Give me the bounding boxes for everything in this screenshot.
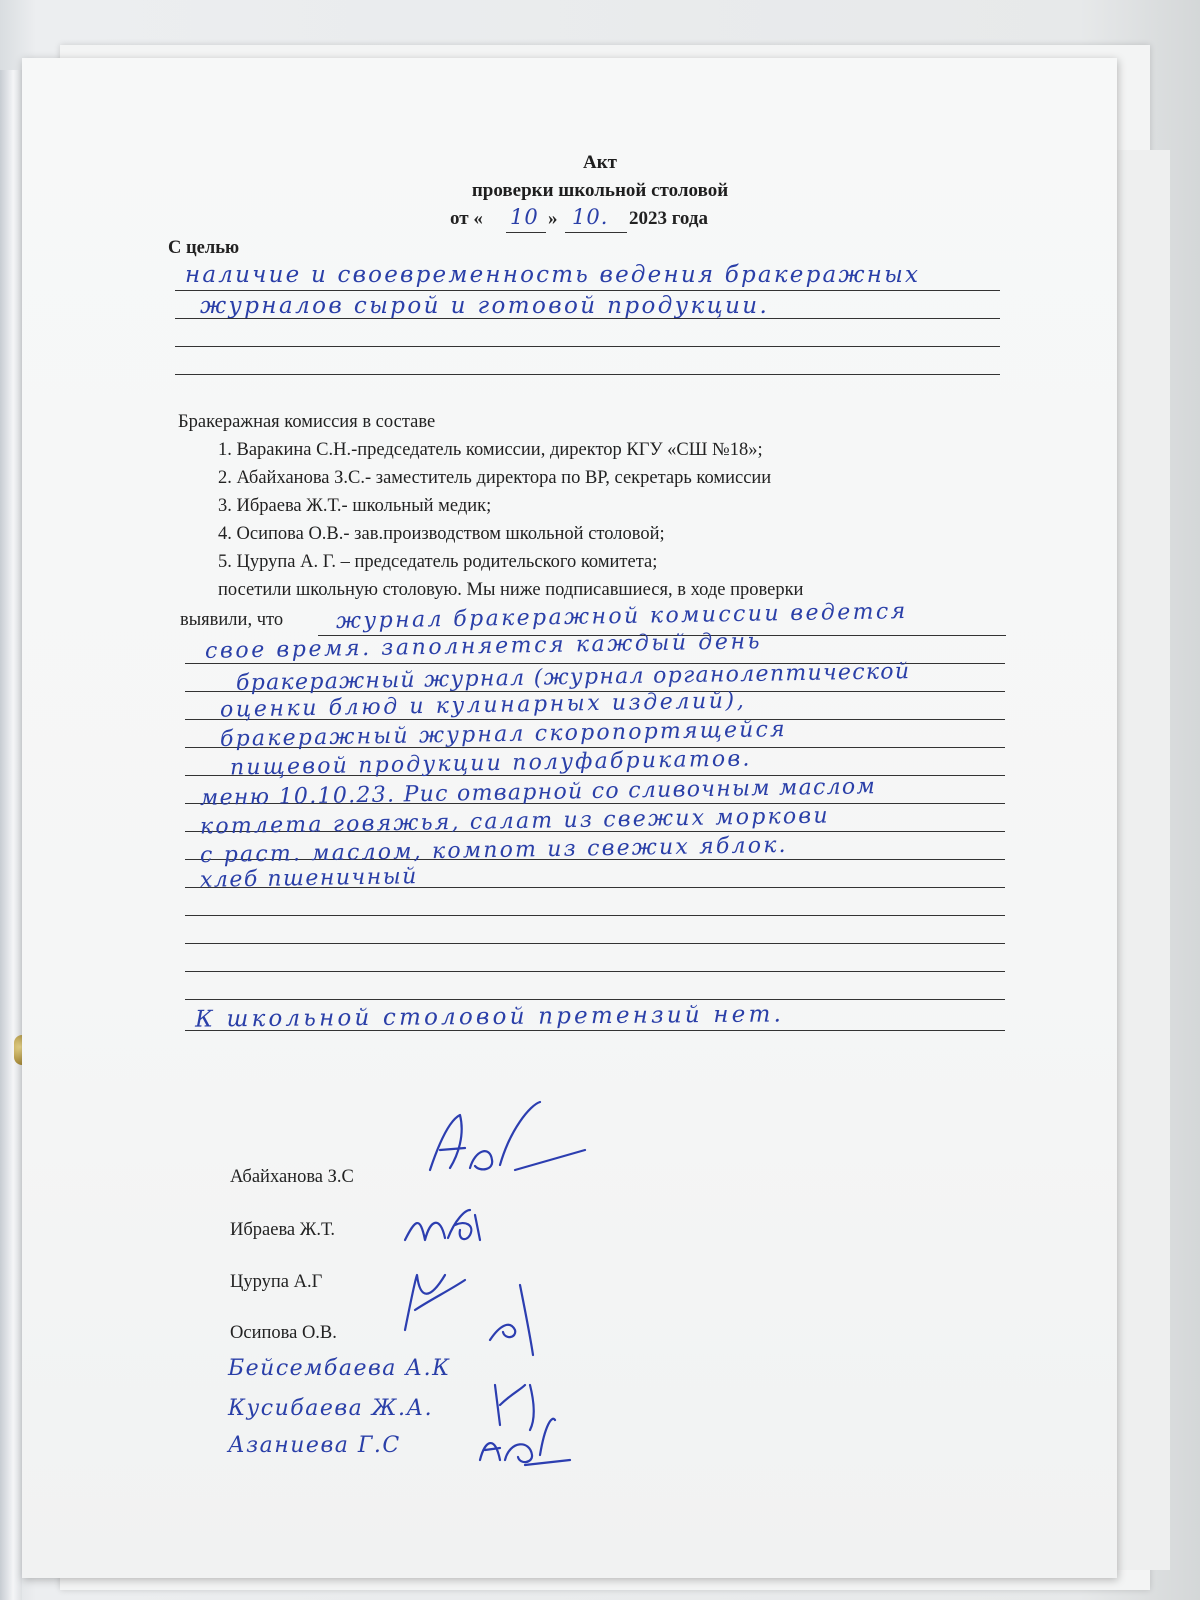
signatory-1: Абайханова З.С: [230, 1167, 354, 1187]
finding-line-10: хлеб пшеничный: [199, 864, 419, 893]
conclusion-text: К школьной столовой претензий нет.: [194, 1001, 785, 1033]
purpose-rule-2: [175, 318, 1000, 319]
purpose-rule-1: [175, 290, 1000, 291]
purpose-line-1: наличие и своевременность ведения бракеражных: [185, 262, 921, 288]
found-label: выявили, что: [180, 610, 284, 630]
signatory-3: Цурупа А.Г: [230, 1272, 323, 1292]
signature-osipova: [485, 1280, 555, 1360]
date-prefix: от «: [450, 208, 483, 229]
signature-tsurupa: [395, 1270, 485, 1340]
signature-azanieva: [470, 1415, 580, 1475]
findings-rule-12: [185, 943, 1005, 944]
doc-title: Акт: [582, 152, 617, 173]
signature-ibraeva: [400, 1200, 510, 1260]
purpose-rule-4: [175, 374, 1000, 375]
date-day: 10: [510, 205, 539, 229]
member-4: 4. Осипова О.В.- зав.производством школьной столовой;: [218, 524, 665, 544]
member-1: 1. Варакина С.Н.-председатель комиссии, директор КГУ «СШ №18»;: [218, 440, 763, 460]
purpose-line-2: журналов сырой и готовой продукции.: [200, 293, 770, 319]
finding-line-7: меню 10.10.23. Рис отварной со сливочным маслом: [199, 774, 877, 811]
date-day-line: [506, 232, 546, 233]
findings-rule-11: [185, 915, 1005, 916]
finding-line-1: журнал бракеражной комиссии ведется: [335, 599, 908, 634]
date-month-line: [565, 232, 627, 233]
purpose-label: С целью: [168, 238, 240, 258]
signature-abaikhanova: [420, 1100, 600, 1190]
finding-line-4: оценки блюд и кулинарных изделий),: [219, 688, 747, 723]
finding-line-3: бракеражный журнал (журнал органолептической: [235, 659, 911, 696]
purpose-rule-3: [175, 346, 1000, 347]
findings-rule-13: [185, 971, 1005, 972]
date-mid: »: [548, 208, 558, 229]
member-3: 3. Ибраева Ж.Т.- школьный медик;: [218, 496, 492, 516]
member-5: 5. Цурупа А. Г. – председатель родительского комитета;: [218, 552, 658, 572]
date-year: 2023 года: [629, 208, 708, 229]
finding-line-8: котлета говяжья, салат из свежих моркови: [199, 803, 830, 840]
member-2: 2. Абайханова З.С.- заместитель директора по ВР, секретарь комиссии: [218, 468, 772, 488]
visited-text: посетили школьную столовую. Мы ниже подписавшиеся, в ходе проверки: [218, 580, 804, 600]
commission-intro: Бракеражная комиссия в составе: [178, 412, 436, 432]
finding-line-6: пищевой продукции полуфабрикатов.: [229, 746, 752, 781]
finding-line-2: свое время. заполняется каждый день: [204, 629, 763, 664]
findings-rule-14: [185, 999, 1005, 1000]
signatory-2: Ибраева Ж.Т.: [230, 1220, 336, 1240]
binder-edge: [0, 70, 22, 1600]
handwritten-signatory-1: Бейсембаева А.К: [228, 1356, 451, 1381]
finding-line-9: с раст. маслом, компот из свежих яблок.: [199, 832, 788, 869]
signatory-4: Осипова О.В.: [230, 1323, 337, 1343]
date-month: 10.: [572, 205, 609, 229]
finding-line-5: бракеражный журнал скоропортящейся: [219, 717, 788, 752]
handwritten-signatory-3: Азаниева Г.С: [228, 1433, 401, 1458]
doc-subtitle: проверки школьной столовой: [471, 180, 729, 201]
handwritten-signatory-2: Кусибаева Ж.А.: [228, 1396, 434, 1421]
